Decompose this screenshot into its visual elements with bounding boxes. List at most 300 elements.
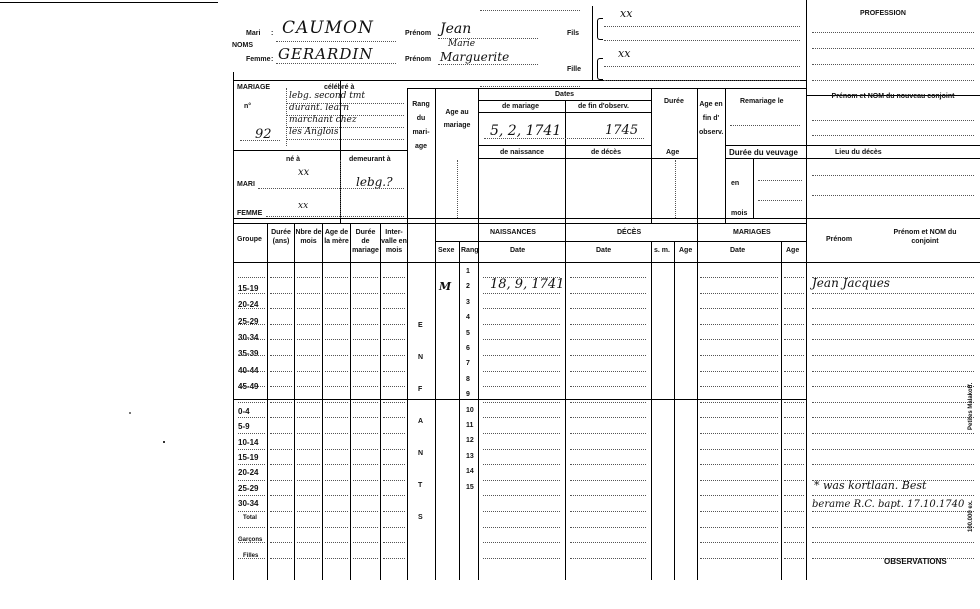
mari-prenom: Jean [440, 21, 472, 37]
row-guide [353, 277, 378, 278]
age-label-2: Age [666, 149, 680, 156]
deces-label: de décès [591, 149, 621, 156]
row-guide [238, 558, 265, 559]
row-guide [297, 558, 320, 559]
group-label: 15-19 [238, 452, 259, 462]
row-guide [238, 480, 265, 481]
row-guide [812, 402, 974, 403]
naissances-date-label: Date [510, 247, 526, 254]
row-guide [383, 433, 405, 434]
row-guide [784, 433, 804, 434]
femme-row-label: FEMME [237, 210, 263, 217]
row-guide [812, 495, 974, 496]
row-guide [700, 277, 778, 278]
row-guide [297, 355, 320, 356]
date-mariage: 5, 2, 1741 [490, 123, 562, 139]
row-guide [483, 558, 560, 559]
enfants-letter: T [418, 482, 423, 489]
row-guide [784, 308, 804, 309]
group-label: Total [243, 515, 257, 522]
fils-value: xx [620, 7, 633, 20]
row-guide [812, 324, 974, 325]
rank-number: 12 [466, 437, 474, 445]
enfants-letter: N [418, 450, 424, 457]
row-guide [297, 495, 320, 496]
row-guide [297, 464, 320, 465]
row-guide [812, 355, 974, 356]
group-label: 20-24 [238, 468, 259, 478]
row-guide [383, 558, 405, 559]
row-guide [784, 386, 804, 387]
row-guide [812, 542, 974, 543]
rank-number: 1 [466, 268, 470, 275]
row-guide [353, 339, 378, 340]
age-mariage-label: Age au mariage [443, 109, 471, 129]
row-guide [353, 449, 378, 450]
row-guide [238, 464, 265, 465]
row-guide [570, 402, 646, 403]
row-guide [297, 511, 320, 512]
demeurant-label: demeurant à [349, 156, 391, 163]
row-guide [297, 386, 320, 387]
row-guide [700, 308, 778, 309]
rank-number: 5 [466, 329, 470, 337]
row-guide [270, 277, 292, 278]
row-guide [383, 386, 405, 387]
row-guide [483, 293, 560, 294]
noms-label: NOMS [232, 42, 253, 49]
row-guide [383, 495, 405, 496]
row-guide [238, 542, 265, 543]
duree-label: Durée [664, 98, 684, 105]
row-guide [353, 511, 378, 512]
row-guide [353, 542, 378, 543]
row-guide [325, 417, 348, 418]
naissances-label: NAISSANCES [490, 229, 536, 236]
row-guide [270, 449, 292, 450]
row-guide [700, 480, 778, 481]
enfants-letter: A [418, 418, 424, 425]
rank-number: 3 [466, 298, 470, 306]
row-guide [700, 417, 778, 418]
row-guide [325, 558, 348, 559]
row-guide [383, 371, 405, 372]
row-guide [353, 558, 378, 559]
mari-label: Mari [246, 30, 261, 37]
row-guide [700, 324, 778, 325]
row-guide [570, 542, 646, 543]
row-guide [270, 511, 292, 512]
row-guide [325, 542, 348, 543]
enfants-letter: S [418, 514, 423, 521]
row-guide [784, 293, 804, 294]
row-guide [325, 433, 348, 434]
row-guide [700, 402, 778, 403]
row-guide [700, 433, 778, 434]
nbre-mois-label: Nbre de mois [295, 229, 322, 245]
row-guide [353, 324, 378, 325]
rank-number: 15 [466, 483, 474, 491]
row-guide [700, 464, 778, 465]
note-line-2: berame R.C. bapt. 17.10.1740 [812, 499, 965, 510]
row-guide [570, 386, 646, 387]
row-guide [483, 464, 560, 465]
row-guide [297, 293, 320, 294]
row-guide [812, 293, 974, 294]
group-label: 5-9 [238, 422, 250, 432]
row-guide [297, 433, 320, 434]
row-guide [297, 324, 320, 325]
row-guide [238, 449, 265, 450]
intervalle-label: Inter-valle en mois [381, 229, 407, 254]
group-label: 0-4 [238, 407, 250, 416]
filles-label: Filles [243, 553, 259, 559]
no-label: n° [244, 103, 252, 110]
row-guide [812, 527, 974, 528]
mariages-label: MARIAGES [733, 229, 771, 236]
row-guide [270, 433, 292, 434]
row-guide [383, 511, 405, 512]
row-guide [270, 480, 292, 481]
row-guide [383, 449, 405, 450]
rank-number: 14 [466, 468, 474, 476]
rang-mariage-label: Rang du mari-age [412, 101, 430, 150]
row-guide [270, 355, 292, 356]
deces-header: DÉCÈS [617, 229, 642, 236]
row-guide [325, 464, 348, 465]
en-label: en [731, 180, 740, 187]
row-guide [325, 449, 348, 450]
remariage-label: Remariage le [740, 98, 784, 105]
row-guide [383, 527, 405, 528]
naissance-label: de naissance [500, 149, 544, 156]
row-guide [700, 386, 778, 387]
row-guide [784, 371, 804, 372]
row-guide [483, 355, 560, 356]
row-guide [784, 542, 804, 543]
row-guide [784, 324, 804, 325]
rank-number: 2 [466, 283, 470, 291]
celebre-line-3: marchant chez [289, 115, 357, 125]
row-guide [297, 542, 320, 543]
rank-number: 4 [466, 314, 470, 322]
row-guide [353, 527, 378, 528]
row-guide [570, 449, 646, 450]
row-guide [483, 417, 560, 418]
row-guide [270, 558, 292, 559]
row-guide [270, 371, 292, 372]
celebre-label: célébré à [324, 84, 355, 91]
sexe-label: Sexe [438, 247, 455, 254]
group-label: 15-19 [238, 284, 259, 293]
row-guide [325, 495, 348, 496]
row-guide [570, 433, 646, 434]
row-guide [483, 371, 560, 372]
row-guide [383, 293, 405, 294]
row-guide [483, 449, 560, 450]
stray-mark [163, 441, 165, 443]
row-guide [270, 527, 292, 528]
row-guide [297, 308, 320, 309]
rank-number: 7 [466, 360, 470, 368]
prenom-label: Prénom [826, 236, 853, 243]
row-guide [700, 371, 778, 372]
group-label: 40-44 [238, 365, 259, 375]
note-line-1: * was kortlaan. Best [814, 479, 927, 492]
group-label: 10-14 [238, 437, 259, 447]
row-guide [700, 558, 778, 559]
age-mere-label: Age de la mère [324, 229, 349, 245]
row-guide [325, 527, 348, 528]
row-guide [353, 433, 378, 434]
row-guide [570, 417, 646, 418]
row-guide [270, 417, 292, 418]
row-guide [784, 480, 804, 481]
row-guide [297, 402, 320, 403]
mariages-date-label: Date [730, 247, 746, 254]
row-guide [483, 511, 560, 512]
femme-ne: xx [298, 201, 309, 211]
row-guide [238, 308, 265, 309]
row-guide [784, 449, 804, 450]
nouveau-conjoint-label: Prénom et NOM du nouveau conjoint [831, 93, 955, 100]
row-guide [353, 480, 378, 481]
row-guide [483, 308, 560, 309]
row-guide [483, 324, 560, 325]
row-guide [270, 402, 292, 403]
row-guide [784, 495, 804, 496]
femme-prenom-label: Prénom [405, 56, 432, 63]
row-guide [297, 339, 320, 340]
row-guide [570, 527, 646, 528]
row-guide [483, 402, 560, 403]
row-guide [383, 339, 405, 340]
row-guide [238, 402, 265, 403]
row-guide [700, 495, 778, 496]
row-guide [812, 417, 974, 418]
row-guide [812, 371, 974, 372]
group-label: 30-34 [238, 332, 259, 342]
row-guide [325, 277, 348, 278]
date-fin: 1745 [605, 123, 639, 138]
row-guide [700, 542, 778, 543]
row-guide [353, 355, 378, 356]
row-guide [483, 480, 560, 481]
mois-label: mois [731, 210, 748, 217]
mariage-label: MARIAGE [237, 84, 271, 91]
row-guide [325, 339, 348, 340]
celebre-line-2: durant. learn [289, 103, 350, 113]
row-guide [570, 277, 646, 278]
child-prenom: Jean Jacques [812, 276, 890, 290]
row-guide [570, 495, 646, 496]
duree-mariage-label: Durée de mariage [352, 229, 379, 254]
row-guide [238, 386, 265, 387]
row-guide [325, 308, 348, 309]
row-guide [270, 293, 292, 294]
row-guide [383, 464, 405, 465]
row-guide [270, 464, 292, 465]
row-guide [700, 449, 778, 450]
row-guide [325, 324, 348, 325]
row-guide [570, 464, 646, 465]
row-guide [483, 527, 560, 528]
rank-number: 9 [466, 391, 470, 399]
row-guide [483, 433, 560, 434]
row-guide [383, 417, 405, 418]
row-guide [353, 371, 378, 372]
row-guide [238, 371, 265, 372]
row-guide [270, 308, 292, 309]
group-label: 25-29 [238, 316, 259, 326]
profession-label: PROFESSION [860, 10, 906, 17]
duree-veuvage-label: Durée du veuvage [729, 148, 798, 157]
row-guide [383, 324, 405, 325]
row-guide [483, 542, 560, 543]
row-guide [353, 417, 378, 418]
row-guide [353, 464, 378, 465]
row-guide [784, 277, 804, 278]
group-label: 30-34 [238, 498, 259, 508]
row-guide [483, 386, 560, 387]
stray-mark [129, 412, 131, 414]
row-guide [812, 511, 974, 512]
celebre-line-4: les Anglois [289, 127, 339, 137]
row-guide [238, 339, 265, 340]
fille-label: Fille [567, 66, 582, 73]
enfants-letter: E [418, 322, 423, 329]
femme-name: GERARDIN [278, 45, 374, 63]
row-guide [270, 324, 292, 325]
row-guide [270, 339, 292, 340]
fils-label: Fils [567, 30, 580, 37]
deces-date-label: Date [596, 247, 612, 254]
rank-number: 13 [466, 452, 474, 460]
row-guide [383, 355, 405, 356]
row-guide [383, 277, 405, 278]
group-label: 20-24 [238, 300, 259, 310]
row-guide [238, 527, 265, 528]
row-guide [700, 293, 778, 294]
garcons-label: Garçons [238, 537, 263, 543]
rank-number: 8 [466, 375, 470, 383]
lieu-deces-label: Lieu du décès [835, 149, 882, 156]
dates-label: Dates [555, 91, 575, 98]
row-guide [238, 293, 265, 294]
enfants-letter: F [418, 386, 423, 393]
side-text-malakoff: Petites Malakoff. [968, 382, 974, 430]
row-guide [238, 324, 265, 325]
fin-observ-label: de fin d'observ. [578, 103, 629, 110]
row-guide [570, 355, 646, 356]
row-guide [297, 277, 320, 278]
row-guide [383, 542, 405, 543]
row-guide [353, 308, 378, 309]
groupe-label: Groupe [237, 236, 262, 243]
row-guide [325, 355, 348, 356]
age-fin-label: Age en fin d' observ. [699, 101, 724, 136]
row-guide [483, 495, 560, 496]
celebre-line-1: lebg. second tmt [289, 91, 366, 101]
deces-age-label: Age [679, 247, 693, 254]
enfants-letter: N [418, 354, 424, 361]
mari-prenom-label: Prénom [405, 30, 432, 37]
group-label: 45-49 [238, 381, 259, 391]
row-guide [325, 511, 348, 512]
row-guide [784, 417, 804, 418]
conjoint-label: Prénom et NOM du conjoint [893, 229, 957, 245]
row-guide [784, 558, 804, 559]
row-guide [238, 495, 265, 496]
rank-number: 6 [466, 345, 470, 352]
mariage-number: 92 [255, 127, 272, 142]
row-guide [325, 293, 348, 294]
row-guide [297, 371, 320, 372]
rank-number: 10 [466, 406, 474, 414]
row-guide [784, 511, 804, 512]
femme-prenom-1: Marie [448, 39, 476, 49]
row-guide [238, 277, 265, 278]
femme-label: Femme [246, 56, 271, 63]
ne-a-label: né à [286, 156, 301, 163]
row-guide [297, 480, 320, 481]
side-text-count: 100.000 ex. [968, 500, 974, 532]
row-guide [353, 495, 378, 496]
row-guide [353, 402, 378, 403]
row-guide [700, 339, 778, 340]
row-guide [297, 527, 320, 528]
row-guide [238, 355, 265, 356]
row-guide [297, 449, 320, 450]
group-label: 35-39 [238, 349, 259, 359]
row-guide [570, 293, 646, 294]
row-guide [353, 293, 378, 294]
child-sexe: M [439, 280, 452, 293]
mariages-age-label: Age [786, 247, 800, 254]
row-guide [238, 511, 265, 512]
row-guide [383, 308, 405, 309]
row-guide [784, 402, 804, 403]
fille-value: xx [618, 47, 631, 60]
row-guide [570, 511, 646, 512]
sm-label: s. m. [654, 247, 670, 254]
row-guide [270, 495, 292, 496]
row-guide [238, 433, 265, 434]
row-guide [483, 339, 560, 340]
row-guide [297, 417, 320, 418]
mari-demeurant: lebg.? [356, 175, 393, 189]
row-guide [700, 511, 778, 512]
row-guide [570, 371, 646, 372]
row-guide [700, 527, 778, 528]
row-guide [353, 386, 378, 387]
observations-label: OBSERVATIONS [884, 557, 947, 566]
row-guide [325, 402, 348, 403]
row-guide [570, 558, 646, 559]
row-guide [812, 308, 974, 309]
row-guide [700, 355, 778, 356]
de-mariage-label: de mariage [502, 103, 539, 110]
row-guide [325, 386, 348, 387]
row-guide [812, 449, 974, 450]
row-guide [383, 480, 405, 481]
row-guide [383, 402, 405, 403]
row-guide [238, 417, 265, 418]
mari-name: CAUMON [282, 18, 374, 38]
row-guide [784, 339, 804, 340]
mari-row-label: MARI [237, 181, 255, 188]
row-guide [270, 542, 292, 543]
